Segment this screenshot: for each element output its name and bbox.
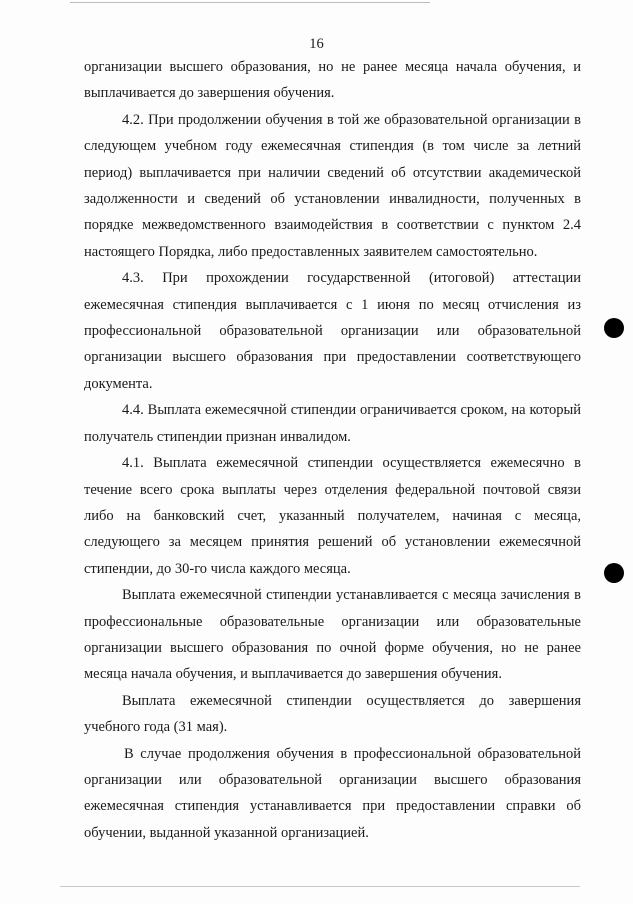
document-body — [84, 54, 581, 846]
paragraph-payment-start: Выплата ежемесячной стипендии устанавливается с месяца зачисления в профессиональные образовательные организации или образовательные организации высшего образования по очной форме обучения, но не ранее месяца начала обучения, и выплачивается до завершения обучения. — [84, 587, 581, 683]
paragraph-4-1: 4.1. Выплата ежемесячной стипендии осуществляется ежемесячно в течение всего срока выплаты через отделения федеральной почтовой связи либо на банковский счет, указанный получателем, начиная с месяца, следующего за месяцем принятия решений об установлении ежемесячной стипендии, до 30-го числа каждого месяца. — [84, 455, 581, 577]
paragraph-payment-end: Выплата ежемесячной стипендии осуществляется до завершения учебного года (31 мая). — [84, 692, 581, 736]
punch-hole-top — [604, 318, 624, 338]
bottom-edge-line — [60, 886, 580, 887]
page-number: 16 — [309, 36, 324, 52]
top-edge-line — [70, 2, 430, 3]
paragraph-continuation: организации высшего образования, но не ранее месяца начала обучения, и выплачивается до завершения обучения. — [84, 59, 581, 102]
paragraph-4-3: 4.3. При прохождении государственной (итоговой) аттестации ежемесячная стипендия выплачивается с 1 июня по месяц отчисления из профессиональной образовательной организации или образовательной организации высшего образования при предоставлении соответствующего документа. — [84, 270, 581, 392]
paragraph-4-2: 4.2. При продолжении обучения в той же образовательной организации в следующем учебном году ежемесячная стипендия (в том числе за летний период) выплачивается при наличии сведений об отсутствии академической задолженности и сведений об установлении инвалидности, полученных в порядке межведомственного взаимодействия в соответствии с пунктом 2.4 настоящего Порядка, либо предоставленных заявителем самостоятельно. — [84, 111, 581, 260]
paragraph-continuation-study: В случае продолжения обучения в профессиональной образовательной организации или образовательной организации высшего образования ежемесячная стипендия устанавливается при предоставлении справки об обучении, выданной указанной организацией. — [84, 745, 581, 841]
punch-hole-bottom — [604, 563, 624, 583]
paragraph-4-4: 4.4. Выплата ежемесячной стипендии ограничивается сроком, на который получатель стипендии признан инвалидом. — [84, 402, 581, 445]
